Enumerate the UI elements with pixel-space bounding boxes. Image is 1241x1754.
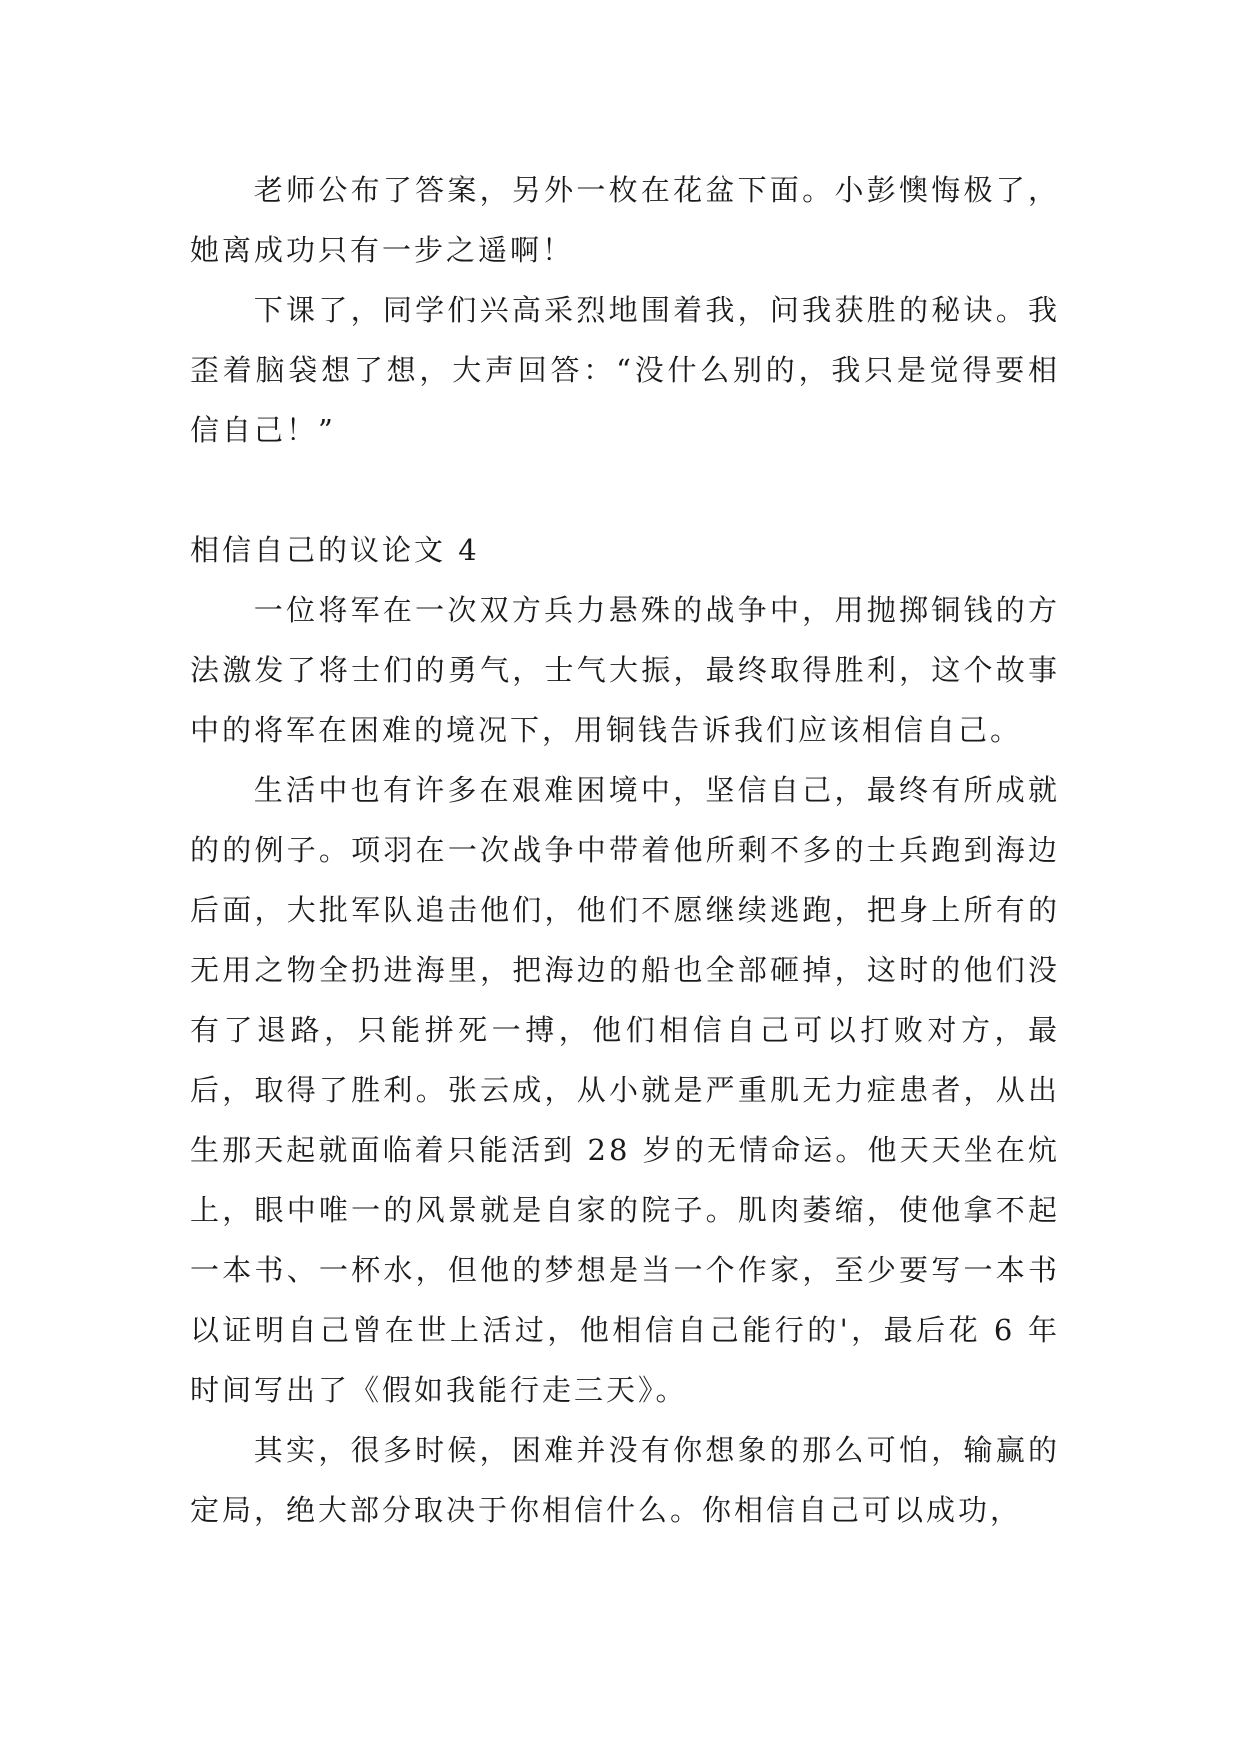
- paragraph-intro-2: 下课了，同学们兴高采烈地围着我，问我获胜的秘诀。我歪着脑袋想了想，大声回答：“没什么别的，我只是觉得要相信自己！”: [190, 293, 1060, 447]
- document-page: [190, 160, 1060, 1540]
- paragraph-1: 一位将军在一次双方兵力悬殊的战争中，用抛掷铜钱的方法激发了将士们的勇气，士气大振，最终取得胜利，这个故事中的将军在困难的境况下，用铜钱告诉我们应该相信自己。: [190, 593, 1060, 747]
- paragraph-intro-1: 老师公布了答案，另外一枚在花盆下面。小彭懊悔极了，她离成功只有一步之遥啊！: [190, 173, 1060, 267]
- paragraph-2: 生活中也有许多在艰难困境中，坚信自己，最终有所成就的的例子。项羽在一次战争中带着他所剩不多的士兵跑到海边后面，大批军队追击他们，他们不愿继续逃跑，把身上所有的无用之物全扔进海里，把海边的船也全部砸掉，这时的他们没有了退路，只能拼死一搏，他们相信自己可以打败对方，最后，取得了胜利。张云成，从小就是严重肌无力症患者，从出生那天起就面临着只能活到 28 岁的无情命运。他天天坐在炕上，眼中唯一的风景就是自家的院子。肌肉萎缩，使他拿不起一本书、一杯水，但他的梦想是当一个作家，至少要写一本书以证明自己曾在世上活过，他相信自己能行的'，最后花 6 年时间写出了《假如我能行走三天》。: [190, 773, 1060, 1407]
- section-title: 相信自己的议论文 4: [190, 533, 480, 567]
- paragraph-3: 其实，很多时候，困难并没有你想象的那么可怕，输赢的定局，绝大部分取决于你相信什么。你相信自己可以成功，: [190, 1433, 1060, 1527]
